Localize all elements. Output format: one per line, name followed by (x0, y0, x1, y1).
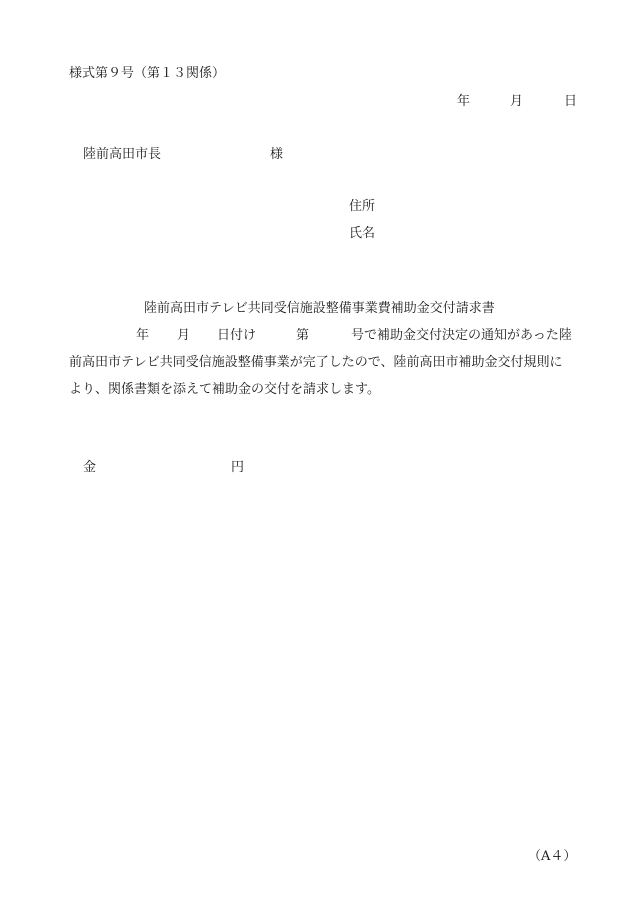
address-label: 住所 (349, 199, 376, 214)
body-line-1: 号で補助金交付決定の通知があった陸 (351, 328, 572, 343)
body-month-label: 月 (177, 328, 191, 343)
date-year-label: 年 (457, 94, 471, 109)
body-line-2: 前高田市テレビ共同受信施設整備事業が完了したので、陸前高田市補助金交付規則に (69, 355, 563, 370)
amount-label: 金 (83, 460, 97, 475)
form-number: 様式第９号（第１３関係） (69, 66, 226, 81)
date-day-label: 日 (564, 94, 578, 109)
body-year-label: 年 (136, 328, 150, 343)
amount-unit: 円 (231, 460, 245, 475)
date-month-label: 月 (510, 94, 524, 109)
document-title: 陸前高田市テレビ共同受信施設整備事業費補助金交付請求書 (144, 301, 495, 316)
recipient-name: 陸前高田市長 (83, 147, 162, 162)
paper-size-label: （A４） (528, 849, 577, 864)
name-label: 氏名 (349, 226, 376, 241)
body-line-3: より、関係書類を添えて補助金の交付を請求します。 (69, 382, 380, 397)
recipient-suffix: 様 (270, 147, 284, 162)
body-dated-label: 日付け (217, 328, 257, 343)
body-number-label: 第 (296, 328, 310, 343)
